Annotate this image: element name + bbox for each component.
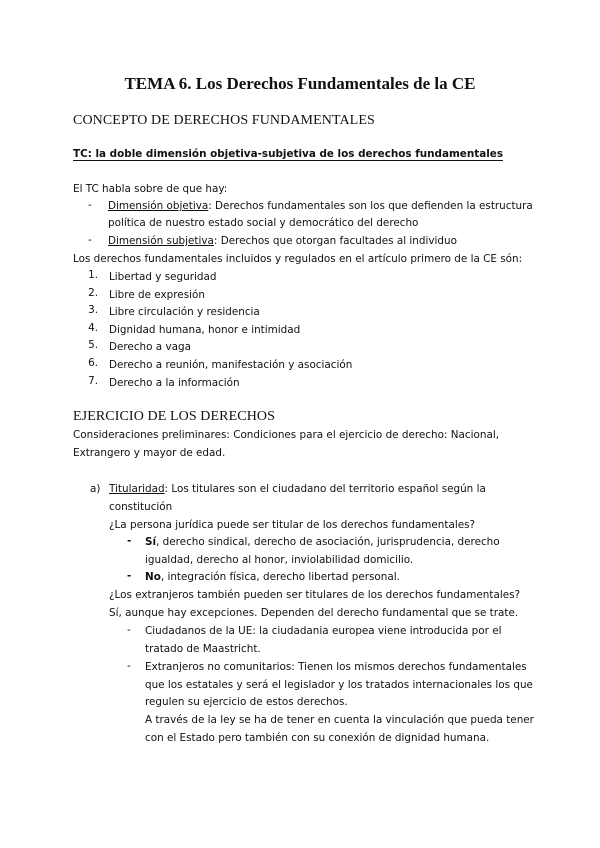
ue-line1: Ciudadanos de la UE: la ciudadania europea viene introducida por el bbox=[145, 625, 502, 637]
item-a-marker: a) bbox=[90, 483, 101, 495]
ext-line3: regulen su ejercicio de estos derechos. bbox=[145, 696, 348, 708]
dash-bullet: - bbox=[88, 234, 92, 246]
subheading-tc bbox=[73, 148, 503, 160]
list-number: 7. bbox=[88, 375, 98, 387]
si-text: , derecho sindical, derecho de asociación, jurisprudencia, derecho bbox=[156, 536, 500, 548]
section-heading-ejercicio: EJERCICIO DE LOS DERECHOS bbox=[73, 409, 276, 424]
list-item: Derecho a reunión, manifestación y asociación bbox=[109, 359, 353, 371]
titularidad-label: Titularidad bbox=[109, 483, 165, 495]
dimension-objective-label: Dimensión objetiva bbox=[108, 200, 209, 212]
list-number: 2. bbox=[88, 287, 98, 299]
titularidad-text: : Los titulares son el ciudadano del territorio español según la bbox=[164, 483, 486, 495]
list-number: 5. bbox=[88, 339, 98, 351]
document-title: TEMA 6. Los Derechos Fundamentales de la CE bbox=[124, 74, 476, 93]
dimension-subjective-text: : Derechos que otorgan facultades al individuo bbox=[213, 235, 457, 247]
dash-bullet: - bbox=[127, 624, 131, 636]
section-heading-concepto: CONCEPTO DE DERECHOS FUNDAMENTALES bbox=[73, 113, 375, 128]
dash-bullet: - bbox=[127, 660, 131, 672]
intro-text: El TC habla sobre de que hay: bbox=[73, 183, 228, 195]
question-juridica: ¿La persona jurídica puede ser titular de los derechos fundamentales? bbox=[109, 519, 476, 531]
list-item: Derecho a vaga bbox=[109, 341, 191, 353]
si-line1 bbox=[145, 534, 500, 552]
no-label: No bbox=[145, 571, 161, 583]
list-item: Libre circulación y residencia bbox=[109, 306, 260, 318]
ext-line2: que los estatales y será el legislador y los tratados internacionales los que bbox=[145, 679, 533, 691]
ext-line4: A través de la ley se ha de tener en cuenta la vinculación que pueda tener bbox=[145, 714, 534, 726]
item-a-line1 bbox=[109, 481, 486, 499]
ext-line5: con el Estado pero también con su conexión de dignidad humana. bbox=[145, 732, 490, 744]
prelim-line1: Consideraciones preliminares: Condiciones para el ejercicio de derecho: Nacional, bbox=[73, 429, 500, 441]
list-number: 1. bbox=[88, 269, 98, 281]
list-item: Derecho a la información bbox=[109, 377, 240, 389]
dimension-subjective-label: Dimensión subjetiva bbox=[108, 235, 214, 247]
no-line bbox=[145, 569, 400, 587]
question-extranjeros-answer: Sí, aunque hay excepciones. Dependen del derecho fundamental que se trate. bbox=[109, 607, 519, 619]
si-line2: igualdad, derecho al honor, inviolabilidad domicilio. bbox=[145, 554, 414, 566]
si-label: Sí bbox=[145, 536, 157, 548]
dimension-objective-text: : Derechos fundamentales son los que defienden la estructura bbox=[208, 200, 533, 212]
dimension-objective-line1 bbox=[108, 198, 533, 216]
ext-line1: Extranjeros no comunitarios: Tienen los mismos derechos fundamentales bbox=[145, 661, 527, 673]
item-a-line2: constitución bbox=[109, 501, 173, 513]
list-number: 3. bbox=[88, 304, 98, 316]
list-item: Libre de expresión bbox=[109, 289, 205, 301]
no-text: , integración física, derecho libertad personal. bbox=[160, 571, 400, 583]
prelim-line2: Extrangero y mayor de edad. bbox=[73, 447, 226, 459]
list-number: 6. bbox=[88, 357, 98, 369]
dash-bullet: - bbox=[127, 535, 132, 547]
list-item: Dignidad humana, honor e intimidad bbox=[109, 324, 301, 336]
dimension-subjective-line bbox=[108, 233, 457, 251]
list-intro: Los derechos fundamentales incluidos y regulados en el artículo primero de la CE són: bbox=[73, 253, 523, 265]
list-number: 4. bbox=[88, 322, 98, 334]
list-item: Libertad y seguridad bbox=[109, 271, 217, 283]
subheading-tc-text: TC: la doble dimensión objetiva-subjetiva de los derechos fundamentales bbox=[73, 148, 504, 160]
ue-line2: tratado de Maastricht. bbox=[145, 643, 261, 655]
dash-bullet: - bbox=[127, 570, 132, 582]
question-extranjeros: ¿Los extranjeros también pueden ser titulares de los derechos fundamentales? bbox=[109, 589, 521, 601]
dimension-objective-line2: política de nuestro estado social y democrático del derecho bbox=[108, 217, 419, 229]
dash-bullet: - bbox=[88, 199, 92, 211]
